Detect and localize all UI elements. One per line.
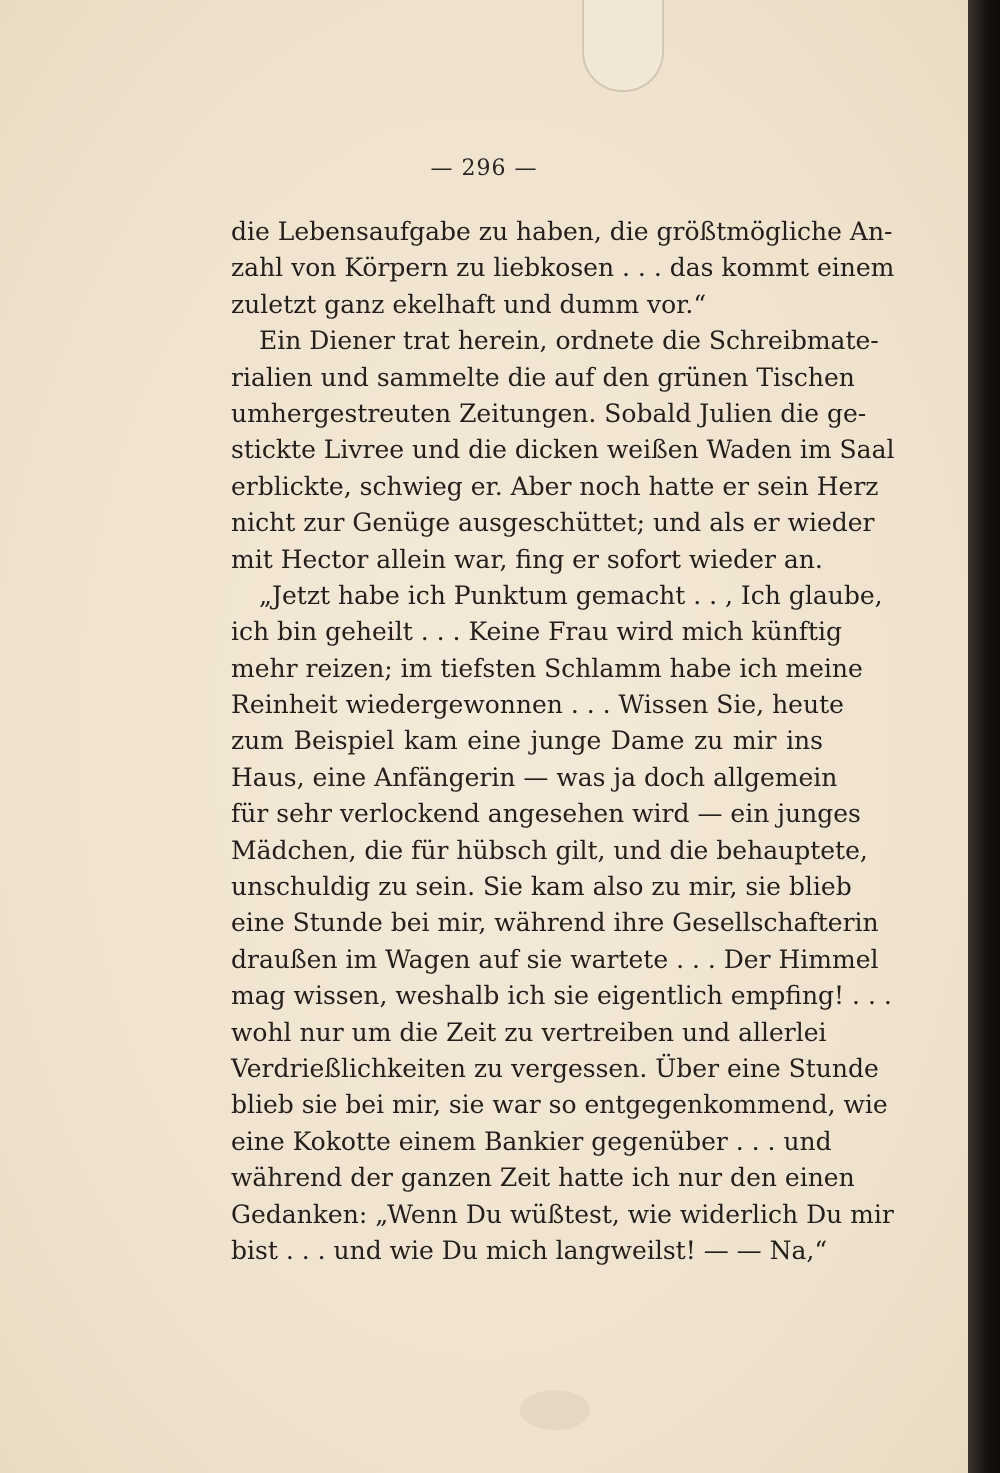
paper-stain bbox=[520, 1390, 590, 1430]
text-line: unschuldig zu sein. Sie kam also zu mir, sie blieb bbox=[231, 872, 852, 902]
text-line: Gedanken: „Wenn Du wüßtest, wie widerlich Du mir bbox=[231, 1199, 894, 1229]
text-line: eine Kokotte einem Bankier gegenüber . . . und bbox=[231, 1126, 832, 1156]
text-line: Verdrießlichkeiten zu vergessen. Über eine Stunde bbox=[231, 1053, 879, 1083]
text-line: während der ganzen Zeit hatte ich nur den einen bbox=[231, 1163, 855, 1193]
paper-clip-mark bbox=[582, 0, 664, 92]
text-line: eine Stunde bei mir, während ihre Gesellschafterin bbox=[231, 908, 879, 938]
text-line: nicht zur Genüge ausgeschüttet; und als er wieder bbox=[231, 508, 875, 538]
text-line: mag wissen, weshalb ich sie eigentlich empfing! . . . bbox=[231, 981, 892, 1011]
text-line: mit Hector allein war, fing er sofort wieder an. bbox=[231, 544, 823, 574]
scanner-edge-shadow bbox=[968, 0, 1000, 1473]
text-line: umhergestreuten Zeitungen. Sobald Julien die ge- bbox=[231, 398, 867, 428]
text-line: stickte Livree und die dicken weißen Waden im Saal bbox=[231, 435, 895, 465]
text-line: wohl nur um die Zeit zu vertreiben und allerlei bbox=[231, 1017, 827, 1047]
text-line: zahl von Körpern zu liebkosen . . . das kommt einem bbox=[231, 253, 895, 283]
text-line: blieb sie bei mir, sie war so entgegenkommend, wie bbox=[231, 1090, 888, 1120]
text-line: „Jetzt habe ich Punktum gemacht . . , Ich glaube, bbox=[259, 580, 883, 610]
text-line: für sehr verlockend angesehen wird — ein junges bbox=[231, 799, 861, 829]
text-line: zum Beispiel kam eine junge Dame zu mir ins bbox=[231, 726, 823, 756]
text-line: Mädchen, die für hübsch gilt, und die behauptete, bbox=[231, 835, 868, 865]
text-line: ich bin geheilt . . . Keine Frau wird mich künftig bbox=[231, 617, 843, 647]
text-line: Ein Diener trat herein, ordnete die Schreibmate- bbox=[259, 326, 879, 356]
text-line: zuletzt ganz ekelhaft und dumm vor.“ bbox=[231, 289, 707, 319]
text-line: Reinheit wiedergewonnen . . . Wissen Sie, heute bbox=[231, 690, 844, 720]
text-line: erblickte, schwieg er. Aber noch hatte er sein Herz bbox=[231, 471, 879, 501]
text-line: Haus, eine Anfängerin — was ja doch allgemein bbox=[231, 762, 838, 792]
text-line: die Lebensaufgabe zu haben, die größtmögliche An- bbox=[231, 217, 893, 246]
text-line: bist . . . und wie Du mich langweilst! — — Na,“ bbox=[231, 1235, 828, 1265]
text-line: mehr reizen; im tiefsten Schlamm habe ich meine bbox=[231, 653, 863, 683]
text-line: draußen im Wagen auf sie wartete . . . Der Himmel bbox=[231, 944, 879, 974]
text-line: rialien und sammelte die auf den grünen Tischen bbox=[231, 362, 855, 392]
text-block bbox=[231, 214, 895, 1269]
page-number: — 296 — bbox=[430, 156, 538, 181]
